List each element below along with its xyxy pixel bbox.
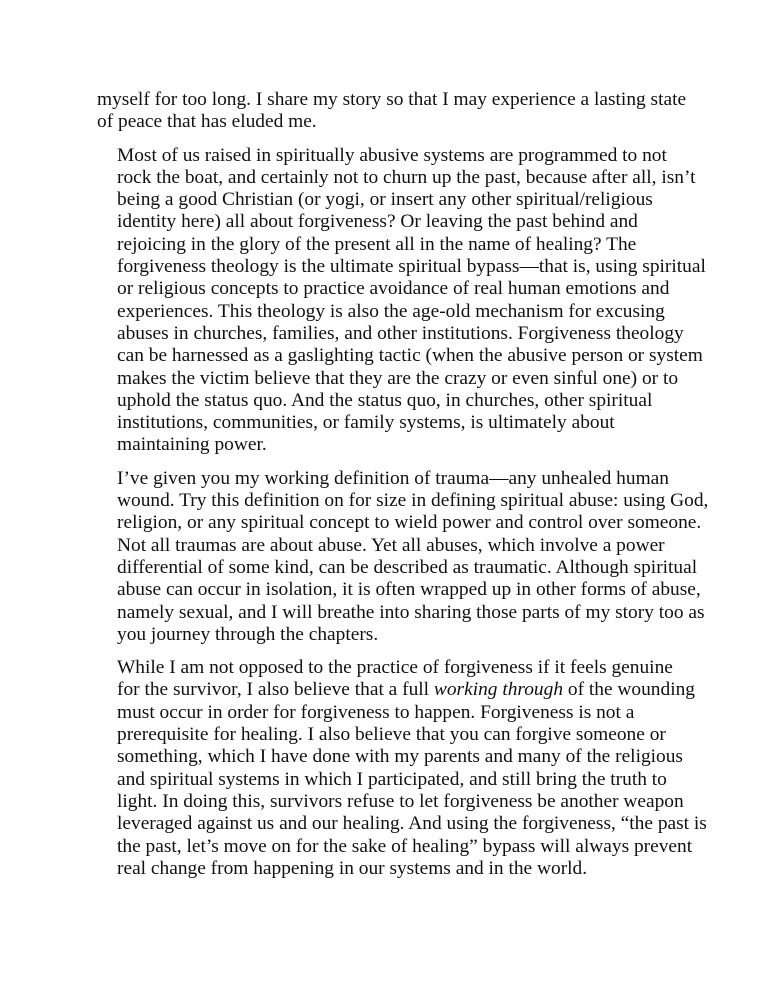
text-line: uphold the status quo. And the status quo, in churches, other spiritual [117, 389, 653, 411]
text-line: wound. Try this definition on for size in defining spiritual abuse: using God, [117, 490, 709, 512]
text-line-with-italic [97, 679, 695, 701]
text-line: real change from happening in our systems and in the world. [117, 857, 588, 879]
text-line: identity here) all about forgiveness? Or leaving the past behind and [117, 211, 638, 233]
paragraph-3 [97, 467, 709, 646]
text-line: abuses in churches, families, and other institutions. Forgiveness theology [117, 322, 684, 344]
text-line: religion, or any spiritual concept to wield power and control over someone. [117, 512, 702, 534]
text-line: light. In doing this, survivors refuse to let forgiveness be another weapon [117, 790, 684, 812]
text-run: for the survivor, I also believe that a full [117, 679, 434, 701]
text-line: makes the victim believe that they are the crazy or even sinful one) or to [117, 367, 679, 389]
italic-phrase: working through [433, 679, 564, 701]
text-line: leveraged against us and our healing. And using the forgiveness, “the past is [117, 813, 707, 835]
text-line: Most of us raised in spiritually abusive systems are programmed to not [117, 144, 667, 166]
text-line: forgiveness theology is the ultimate spiritual bypass—that is, using spiritual [117, 256, 706, 278]
text-line: namely sexual, and I will breathe into sharing those parts of my story too as [117, 601, 705, 623]
text-line: myself for too long. I share my story so that I may experience a lasting state [97, 89, 687, 110]
text-line: While I am not opposed to the practice of forgiveness if it feels genuine [117, 657, 673, 679]
paragraph-2 [97, 144, 706, 457]
text-line: prerequisite for healing. I also believe that you can forgive someone or [117, 724, 666, 746]
text-line: and spiritual systems in which I participated, and still bring the truth to [117, 768, 667, 790]
text-line: can be harnessed as a gaslighting tactic (when the abusive person or system [117, 345, 703, 367]
text-line: something, which I have done with my parents and many of the religious [117, 746, 683, 768]
text-line: being a good Christian (or yogi, or insert any other spiritual/religious [117, 189, 653, 211]
text-line: differential of some kind, can be described as traumatic. Although spiritual [117, 556, 698, 578]
text-line: you journey through the chapters. [117, 623, 379, 645]
text-line: must occur in order for forgiveness to happen. Forgiveness is not a [117, 701, 635, 723]
text-line: rock the boat, and certainly not to churn up the past, because after all, isn’t [117, 166, 696, 188]
text-line: of peace that has eluded me. [97, 111, 317, 133]
text-line: maintaining power. [117, 434, 267, 456]
paragraph-4 [97, 657, 707, 880]
text-run: of the wounding [563, 679, 695, 701]
text-line: rejoicing in the glory of the present all in the name of healing? The [117, 233, 637, 255]
page-body [97, 89, 709, 891]
paragraph-1 [97, 89, 687, 134]
text-line: experiences. This theology is also the age-old mechanism for excusing [117, 300, 665, 322]
text-line: I’ve given you my working definition of trauma—any unhealed human [117, 467, 669, 489]
text-line: Not all traumas are about abuse. Yet all abuses, which involve a power [117, 534, 665, 556]
text-line: the past, let’s move on for the sake of healing” bypass will always prevent [117, 835, 693, 857]
text-line: or religious concepts to practice avoidance of real human emotions and [117, 278, 670, 300]
text-line: institutions, communities, or family systems, is ultimately about [117, 412, 615, 434]
text-line: abuse can occur in isolation, it is often wrapped up in other forms of abuse, [117, 579, 701, 601]
